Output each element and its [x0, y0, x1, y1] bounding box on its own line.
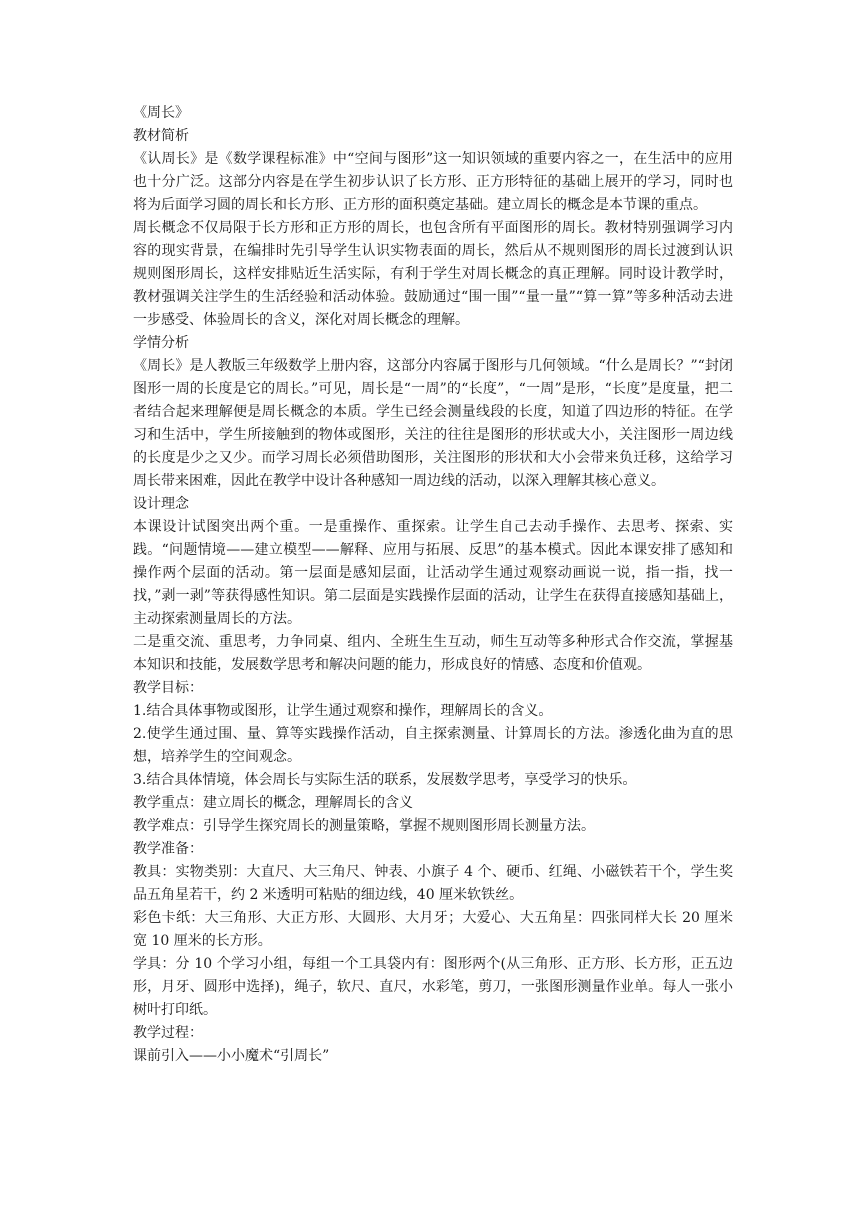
section-heading-goals: 教学目标：	[133, 680, 203, 696]
prep-student-tools: 学具：分 10 个学习小组，每组一个工具袋内有：图形两个(从三角形、正方形、长方形，正五边形，月牙、圆形中选择)，绳子，软尺、直尺，水彩笔，剪刀，一张图形测量作业单。每人一张小树叶打印纸。	[133, 956, 733, 1018]
section-heading-design: 设计理念	[133, 496, 189, 512]
document-title: 《周长》	[133, 105, 189, 121]
paragraph-design-2: 二是重交流、重思考，力争同桌、组内、全班生生互动，师生互动等多种形式合作交流，掌握基本知识和技能，发展数学思考和解决问题的能力，形成良好的情感、态度和价值观。	[133, 634, 733, 673]
section-heading-prep: 教学准备：	[133, 841, 203, 857]
section-heading-material: 教材简析	[133, 128, 189, 144]
goal-item-2: 2.使学生通过围、量、算等实践操作活动，自主探索测量、计算周长的方法。渗透化曲为直的思想，培养学生的空间观念。	[133, 726, 733, 765]
section-heading-process: 教学过程：	[133, 1025, 203, 1041]
section-heading-students: 学情分析	[133, 335, 189, 351]
prep-teaching-tools: 教具：实物类别：大直尺、大三角尺、钟表、小旗子 4 个、硬币、红绳、小磁铁若干个，学生奖品五角星若干，约 2 米透明可粘贴的细边线，40 厘米软铁丝。	[133, 864, 733, 903]
paragraph-material-1: 《认周长》是《数学课程标准》中“空间与图形”这一知识领域的重要内容之一，在生活中的应用也十分广泛。这部分内容是在学生初步认识了长方形、正方形特征的基础上展开的学习，同时也将为后面学习圆的周长和长方形、正方形的面积奠定基础。建立周长的概念是本节课的重点。	[133, 151, 733, 213]
goal-item-3: 3.结合具体情境，体会周长与实际生活的联系，发展数学思考，享受学习的快乐。	[133, 772, 637, 788]
goal-item-1: 1.结合具体事物或图形，让学生通过观察和操作，理解周长的含义。	[133, 703, 553, 719]
document-page	[133, 102, 733, 1068]
paragraph-students-1: 《周长》是人教版三年级数学上册内容，这部分内容属于图形与几何领域。“什么是周长？”“封闭图形一周的长度是它的周长。”可见，周长是“一周”的“长度”，“一周”是形，“长度”是度量，把二者结合起来理解便是周长概念的本质。学生已经会测量线段的长度，知道了四边形的特征。在学习和生活中，学生所接触到的物体或图形，关注的往往是图形的形状或大小，关注图形一周边线的长度是少之又少。而学习周长必须借助图形，关注图形的形状和大小会带来负迁移，这给学习周长带来困难，因此在教学中设计各种感知一周边线的活动，以深入理解其核心意义。	[133, 358, 733, 489]
paragraph-design-1: 本课设计试图突出两个重。一是重操作、重探索。让学生自己去动手操作、去思考、探索、实践。“问题情境——建立模型——解释、应用与拓展、反思”的基本模式。因此本课安排了感知和操作两个层面的活动。第一层面是感知层面，让活动学生通过观察动画说一说，指一指，找一找，”剥一剥”等获得感性知识。第二层面是实践操作层面的活动，让学生在获得直接感知基础上，主动探索测量周长的方法。	[133, 519, 733, 627]
prep-color-cards: 彩色卡纸：大三角形、大正方形、大圆形、大月牙；大爱心、大五角星：四张同样大长 20 厘米宽 10 厘米的长方形。	[133, 910, 733, 949]
paragraph-material-2: 周长概念不仅局限于长方形和正方形的周长，也包含所有平面图形的周长。教材特别强调学习内容的现实背景，在编排时先引导学生认识实物表面的周长，然后从不规则图形的周长过渡到认识规则图形周长，这样安排贴近生活实际，有利于学生对周长概念的真正理解。同时设计教学时，教材强调关注学生的生活经验和活动体验。鼓励通过“围一围”“量一量”“算一算”等多种活动去进一步感受、体验周长的含义，深化对周长概念的理解。	[133, 220, 733, 328]
key-point: 教学重点：建立周长的概念，理解周长的含义	[133, 795, 413, 811]
difficulty-point: 教学难点：引导学生探究周长的测量策略，掌握不规则图形周长测量方法。	[133, 818, 595, 834]
process-intro: 课前引入——小小魔术“引周长”	[133, 1048, 330, 1064]
